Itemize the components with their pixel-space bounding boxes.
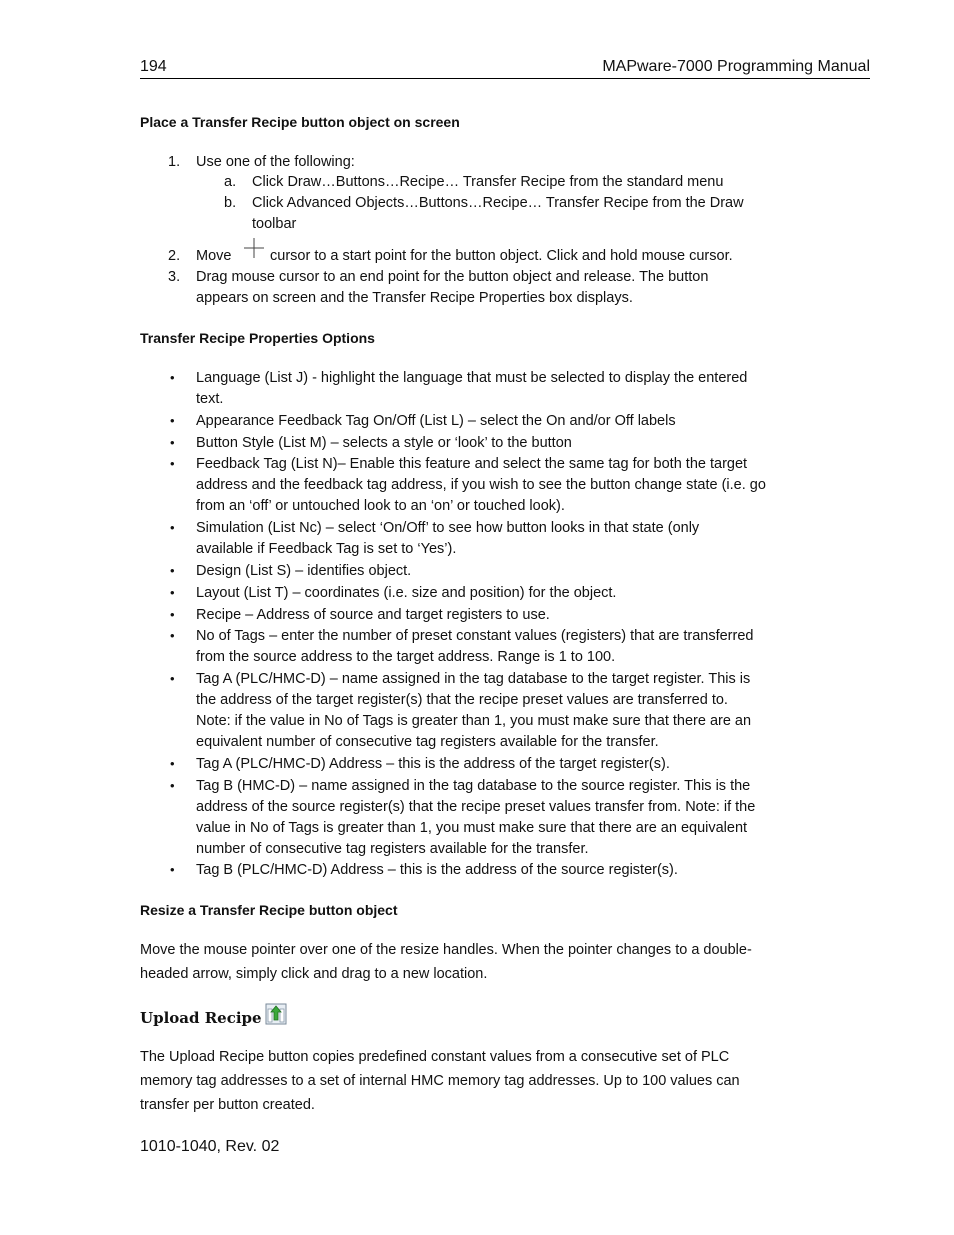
bullet-marker: •: [170, 520, 175, 535]
resize-paragraph-line2: headed arrow, simply click and drag to a new location.: [140, 966, 488, 982]
bullet-item-line: text.: [196, 391, 224, 407]
step-3-text-line1: Drag mouse cursor to an end point for the button object and release. The button: [196, 269, 709, 285]
bullet-marker: •: [170, 370, 175, 385]
bullet-item-line: Language (List J) - highlight the language that must be selected to display the entered: [196, 370, 748, 386]
section-heading-resize: Resize a Transfer Recipe button object: [140, 902, 398, 918]
page-header: [140, 56, 870, 79]
bullet-item-line: number of consecutive tag registers available for the transfer.: [196, 841, 589, 857]
bullet-marker: •: [170, 607, 175, 622]
bullet-marker: •: [170, 456, 175, 471]
step-2-text: cursor to a start point for the button object. Click and hold mouse cursor.: [270, 248, 733, 264]
bullet-item-line: from the source address to the target address. Range is 1 to 100.: [196, 649, 616, 665]
bullet-item-line: Button Style (List M) – selects a style or ‘look’ to the button: [196, 435, 572, 451]
bullet-item-line: Design (List S) – identifies object.: [196, 563, 412, 579]
footer-doc-number: 1010-1040, Rev. 02: [140, 1138, 280, 1155]
section-heading-upload: Upload Recipe: [140, 1009, 262, 1027]
bullet-marker: •: [170, 435, 175, 450]
bullet-marker: •: [170, 756, 175, 771]
step-number: 3.: [168, 269, 181, 285]
step-3-text-line2: appears on screen and the Transfer Recipe Properties box displays.: [196, 290, 633, 306]
step-2-move: Move: [196, 248, 232, 264]
bullet-item-line: Feedback Tag (List N)– Enable this feature and select the same tag for both the target: [196, 456, 748, 472]
bullet-item-line: equivalent number of consecutive tag registers available for the transfer.: [196, 734, 659, 750]
page-number: 194: [140, 58, 167, 75]
bullet-item-line: available if Feedback Tag is set to ‘Yes’).: [196, 541, 457, 557]
bullet-marker: •: [170, 778, 175, 793]
bullet-marker: •: [170, 628, 175, 643]
step-1b-text-line2: toolbar: [252, 216, 297, 232]
bullet-item-line: Note: if the value in No of Tags is greater than 1, you must make sure that there are an: [196, 713, 752, 729]
bullet-item-line: Recipe – Address of source and target registers to use.: [196, 607, 550, 623]
bullet-marker: •: [170, 413, 175, 428]
bullet-marker: •: [170, 563, 175, 578]
substep-letter: a.: [224, 174, 237, 190]
bullet-item-line: No of Tags – enter the number of preset constant values (registers) that are transferred: [196, 628, 754, 644]
upload-recipe-icon: [265, 1003, 287, 1025]
crosshair-cursor-icon: [243, 237, 265, 259]
step-1b-text-line1: Click Advanced Objects…Buttons…Recipe… Transfer Recipe from the Draw: [252, 195, 744, 211]
bullet-item-line: Tag A (PLC/HMC-D) – name assigned in the tag database to the target register. This is: [196, 671, 751, 687]
upload-paragraph-line1: The Upload Recipe button copies predefined constant values from a consecutive set of PLC: [140, 1049, 730, 1065]
bullet-marker: •: [170, 862, 175, 877]
section-heading-place: Place a Transfer Recipe button object on screen: [140, 114, 460, 130]
bullet-item-line: Layout (List T) – coordinates (i.e. size and position) for the object.: [196, 585, 617, 601]
upload-paragraph-line3: transfer per button created.: [140, 1097, 315, 1113]
resize-paragraph-line1: Move the mouse pointer over one of the resize handles. When the pointer changes to a double-: [140, 942, 752, 958]
manual-title: MAPware-7000 Programming Manual: [602, 58, 870, 75]
step-number: 1.: [168, 154, 181, 170]
bullet-item-line: address and the feedback tag address, if you wish to see the button change state (i.e. go: [196, 477, 766, 493]
bullet-item-line: Simulation (List Nc) – select ‘On/Off’ to see how button looks in that state (only: [196, 520, 700, 536]
bullet-item-line: address of the source register(s) that the recipe preset values transfer from. Note: if the: [196, 799, 756, 815]
bullet-item-line: Tag B (PLC/HMC-D) Address – this is the address of the source register(s).: [196, 862, 678, 878]
bullet-item-line: Appearance Feedback Tag On/Off (List L) – select the On and/or Off labels: [196, 413, 676, 429]
bullet-marker: •: [170, 671, 175, 686]
section-heading-properties: Transfer Recipe Properties Options: [140, 330, 375, 346]
substep-letter: b.: [224, 195, 237, 211]
bullet-item-line: Tag B (HMC-D) – name assigned in the tag database to the source register. This is the: [196, 778, 751, 794]
step-1a-text: Click Draw…Buttons…Recipe… Transfer Recipe from the standard menu: [252, 174, 724, 190]
bullet-item-line: Tag A (PLC/HMC-D) Address – this is the address of the target register(s).: [196, 756, 670, 772]
step-1-text: Use one of the following:: [196, 154, 355, 170]
bullet-item-line: from an ‘off’ or untouched look to an ‘on’ or touched look).: [196, 498, 565, 514]
bullet-marker: •: [170, 585, 175, 600]
bullet-item-line: the address of the target register(s) that the recipe preset values are transferred to.: [196, 692, 728, 708]
bullet-item-line: value in No of Tags is greater than 1, you must make sure that there are an equivalent: [196, 820, 748, 836]
step-number: 2.: [168, 248, 181, 264]
upload-paragraph-line2: memory tag addresses to a set of internal HMC memory tag addresses. Up to 100 values can: [140, 1073, 740, 1089]
